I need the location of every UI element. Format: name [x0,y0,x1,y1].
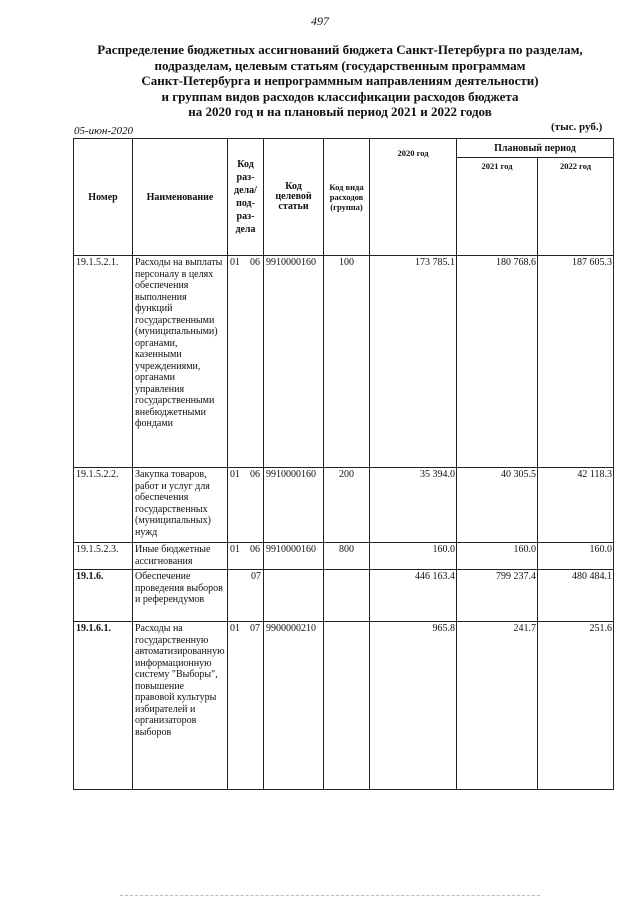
row-section: 07 [228,570,264,622]
row-number: 19.1.5.2.1. [74,256,133,468]
row-kind [324,622,370,790]
row-section: 01 06 [228,543,264,570]
page-footer-line [120,895,540,898]
title-line: Распределение бюджетных ассигнований бюджета Санкт-Петербурга по разделам, [97,42,583,57]
row-2021: 40 305.5 [457,468,538,543]
row-target: 9910000160 [264,256,324,468]
row-2022: 480 484.1 [538,570,614,622]
title-line: Санкт-Петербурга и непрограммным направлениям деятельности) [141,73,539,88]
table-row [74,570,614,622]
row-2021: 799 237.4 [457,570,538,622]
row-section: 01 06 [228,468,264,543]
table-row [74,468,614,543]
row-number: 19.1.5.2.2. [74,468,133,543]
row-2022: 187 605.3 [538,256,614,468]
row-2021: 180 768.6 [457,256,538,468]
row-name: Иные бюджетные ассигнования [133,543,228,570]
row-section: 01 07 [228,622,264,790]
row-kind [324,570,370,622]
row-target [264,570,324,622]
page-number: 497 [311,14,329,28]
row-2020: 35 394.0 [370,468,457,543]
header-target-code: Код целевой статьи [264,139,324,256]
header-number: Номер [74,139,133,256]
budget-table [73,138,614,790]
row-number: 19.1.6.1. [74,622,133,790]
row-section: 01 06 [228,256,264,468]
header-name: Наименование [133,139,228,256]
header-2020: 2020 год [370,139,457,256]
units-label: (тыс. руб.) [551,121,603,133]
header-plan-period: Плановый период [457,139,614,158]
row-2021: 160.0 [457,543,538,570]
row-name: Расходы на выплаты персоналу в целях обеспечения выполнения функций государственными (муниципальными) органами, казенными учреждениями, органами управления государственными внебюджетными фондами [133,256,228,468]
row-2020: 446 163.4 [370,570,457,622]
row-2022: 160.0 [538,543,614,570]
title-line: на 2020 год и на плановый период 2021 и 2022 годов [188,104,492,119]
header-section-code: Код раз-дела/ под-раз-дела [228,139,264,256]
row-2020: 160.0 [370,543,457,570]
row-kind: 200 [324,468,370,543]
table-row [74,543,614,570]
title-line: и группам видов расходов классификации расходов бюджета [161,88,519,104]
header-2022: 2022 год [538,158,614,256]
row-2022: 42 118.3 [538,468,614,543]
title-line: подразделам, целевым статьям (государственным программам [154,57,526,73]
table-row [74,256,614,468]
row-2022: 251.6 [538,622,614,790]
document-date: 05-июн-2020 [74,125,134,137]
row-name: Обеспечение проведения выборов и референдумов [133,570,228,622]
row-name: Закупка товаров, работ и услуг для обеспечения государственных (муниципальных) нужд [133,468,228,543]
row-name: Расходы на государственную автоматизированную информационную систему "Выборы", повышение правовой культуры избирателей и организаторов выборов [133,622,228,790]
row-2020: 173 785.1 [370,256,457,468]
row-target: 9910000160 [264,543,324,570]
header-kind-code: Код вида расходов (группа) [324,139,370,256]
row-number: 19.1.5.2.3. [74,543,133,570]
row-target: 9900000210 [264,622,324,790]
row-target: 9910000160 [264,468,324,543]
header-2021: 2021 год [457,158,538,256]
row-kind: 100 [324,256,370,468]
table-row [74,622,614,790]
row-2021: 241.7 [457,622,538,790]
row-kind: 800 [324,543,370,570]
row-2020: 965.8 [370,622,457,790]
row-number: 19.1.6. [74,570,133,622]
document-title [60,42,620,120]
